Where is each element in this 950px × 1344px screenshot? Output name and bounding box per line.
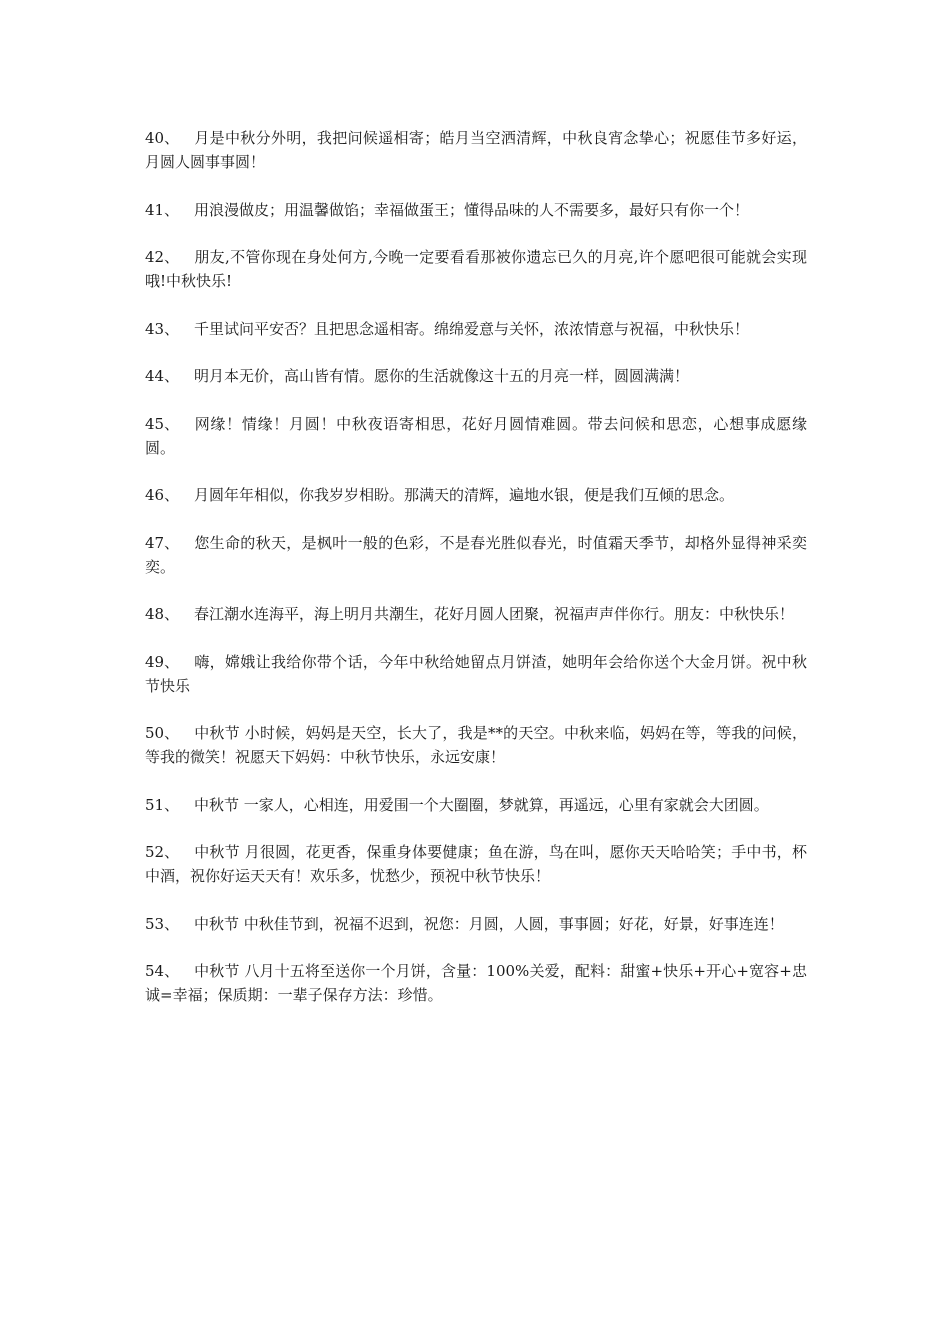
wishes-list	[145, 126, 807, 1031]
item-number: 47、	[145, 533, 180, 552]
list-item	[145, 317, 807, 341]
item-text: 明月本无价，高山皆有情。愿你的生活就像这十五的月亮一样，圆圆满满！	[194, 367, 690, 385]
item-number: 50、	[145, 724, 180, 742]
item-number: 40、	[145, 129, 180, 147]
item-text: 中秋节 中秋佳节到，祝福不迟到，祝您：月圆，人圆，事事圆；好花，好景，好事连连！	[194, 914, 784, 933]
item-number: 53、	[145, 914, 180, 933]
list-item	[145, 198, 807, 222]
item-text: 用浪漫做皮；用温馨做馅；幸福做蛋王；懂得品味的人不需要多，最好只有你一个！	[194, 200, 750, 219]
item-text: 中秋节 月很圆，花更香，保重身体要健康；鱼在游，鸟在叫，愿你天天哈哈笑；手中书，杯中酒，祝你好运天天有！欢乐多，忧愁少，预祝中秋节快乐！	[145, 843, 807, 885]
item-number: 43、	[145, 319, 180, 338]
list-item	[145, 483, 807, 507]
list-item	[145, 245, 807, 293]
list-item	[145, 650, 807, 698]
item-number: 54、	[145, 962, 180, 980]
list-item	[145, 840, 807, 888]
item-text: 朋友,不管你现在身处何方,今晚一定要看看那被你遗忘已久的月亮,许个愿吧很可能就会实现哦!中秋快乐!	[145, 248, 807, 290]
item-text: 中秋节 一家人，心相连，用爱围一个大圈圈，梦就算，再遥远，心里有家就会大团圆。	[194, 795, 769, 814]
item-number: 52、	[145, 843, 180, 861]
item-number: 49、	[145, 652, 180, 671]
item-text: 中秋节 八月十五将至送你一个月饼，含量：100%关爱，配料：甜蜜+快乐+开心+宽容+忠诚=幸福；保质期：一辈子保存方法：珍惜。	[145, 962, 807, 1004]
item-number: 45、	[145, 414, 180, 433]
list-item	[145, 364, 807, 388]
item-number: 51、	[145, 795, 180, 814]
item-text: 您生命的秋天，是枫叶一般的色彩，不是春光胜似春光，时值霜天季节，却格外显得神采奕奕。	[145, 533, 807, 576]
list-item	[145, 412, 807, 460]
list-item	[145, 602, 807, 626]
item-number: 44、	[145, 367, 180, 385]
item-text: 月是中秋分外明，我把问候遥相寄；皓月当空洒清辉，中秋良宵念挚心；祝愿佳节多好运，月圆人圆事事圆！	[145, 129, 807, 171]
list-item	[145, 793, 807, 817]
item-number: 41、	[145, 200, 180, 219]
list-item	[145, 126, 807, 174]
item-text: 嗨，嫦娥让我给你带个话，今年中秋给她留点月饼渣，她明年会给你送个大金月饼。祝中秋节快乐	[145, 652, 807, 695]
item-text: 月圆年年相似，你我岁岁相盼。那满天的清辉，遍地水银，便是我们互倾的思念。	[194, 486, 735, 504]
item-number: 46、	[145, 486, 180, 504]
item-text: 春江潮水连海平，海上明月共潮生，花好月圆人团聚，祝福声声伴你行。朋友：中秋快乐！	[194, 605, 795, 623]
list-item	[145, 959, 807, 1007]
item-number: 42、	[145, 248, 180, 266]
item-text: 中秋节 小时候，妈妈是天空，长大了，我是**的天空。中秋来临，妈妈在等，等我的问候，等我的微笑！祝愿天下妈妈：中秋节快乐，永远安康！	[145, 724, 807, 766]
list-item	[145, 531, 807, 579]
list-item	[145, 912, 807, 936]
item-text: 千里试问平安否？且把思念遥相寄。绵绵爱意与关怀，浓浓情意与祝福，中秋快乐！	[194, 319, 750, 338]
item-text: 网缘！情缘！月圆！中秋夜语寄相思，花好月圆情难圆。带去问候和思恋，心想事成愿缘圆。	[145, 414, 807, 457]
item-number: 48、	[145, 605, 180, 623]
list-item	[145, 721, 807, 769]
